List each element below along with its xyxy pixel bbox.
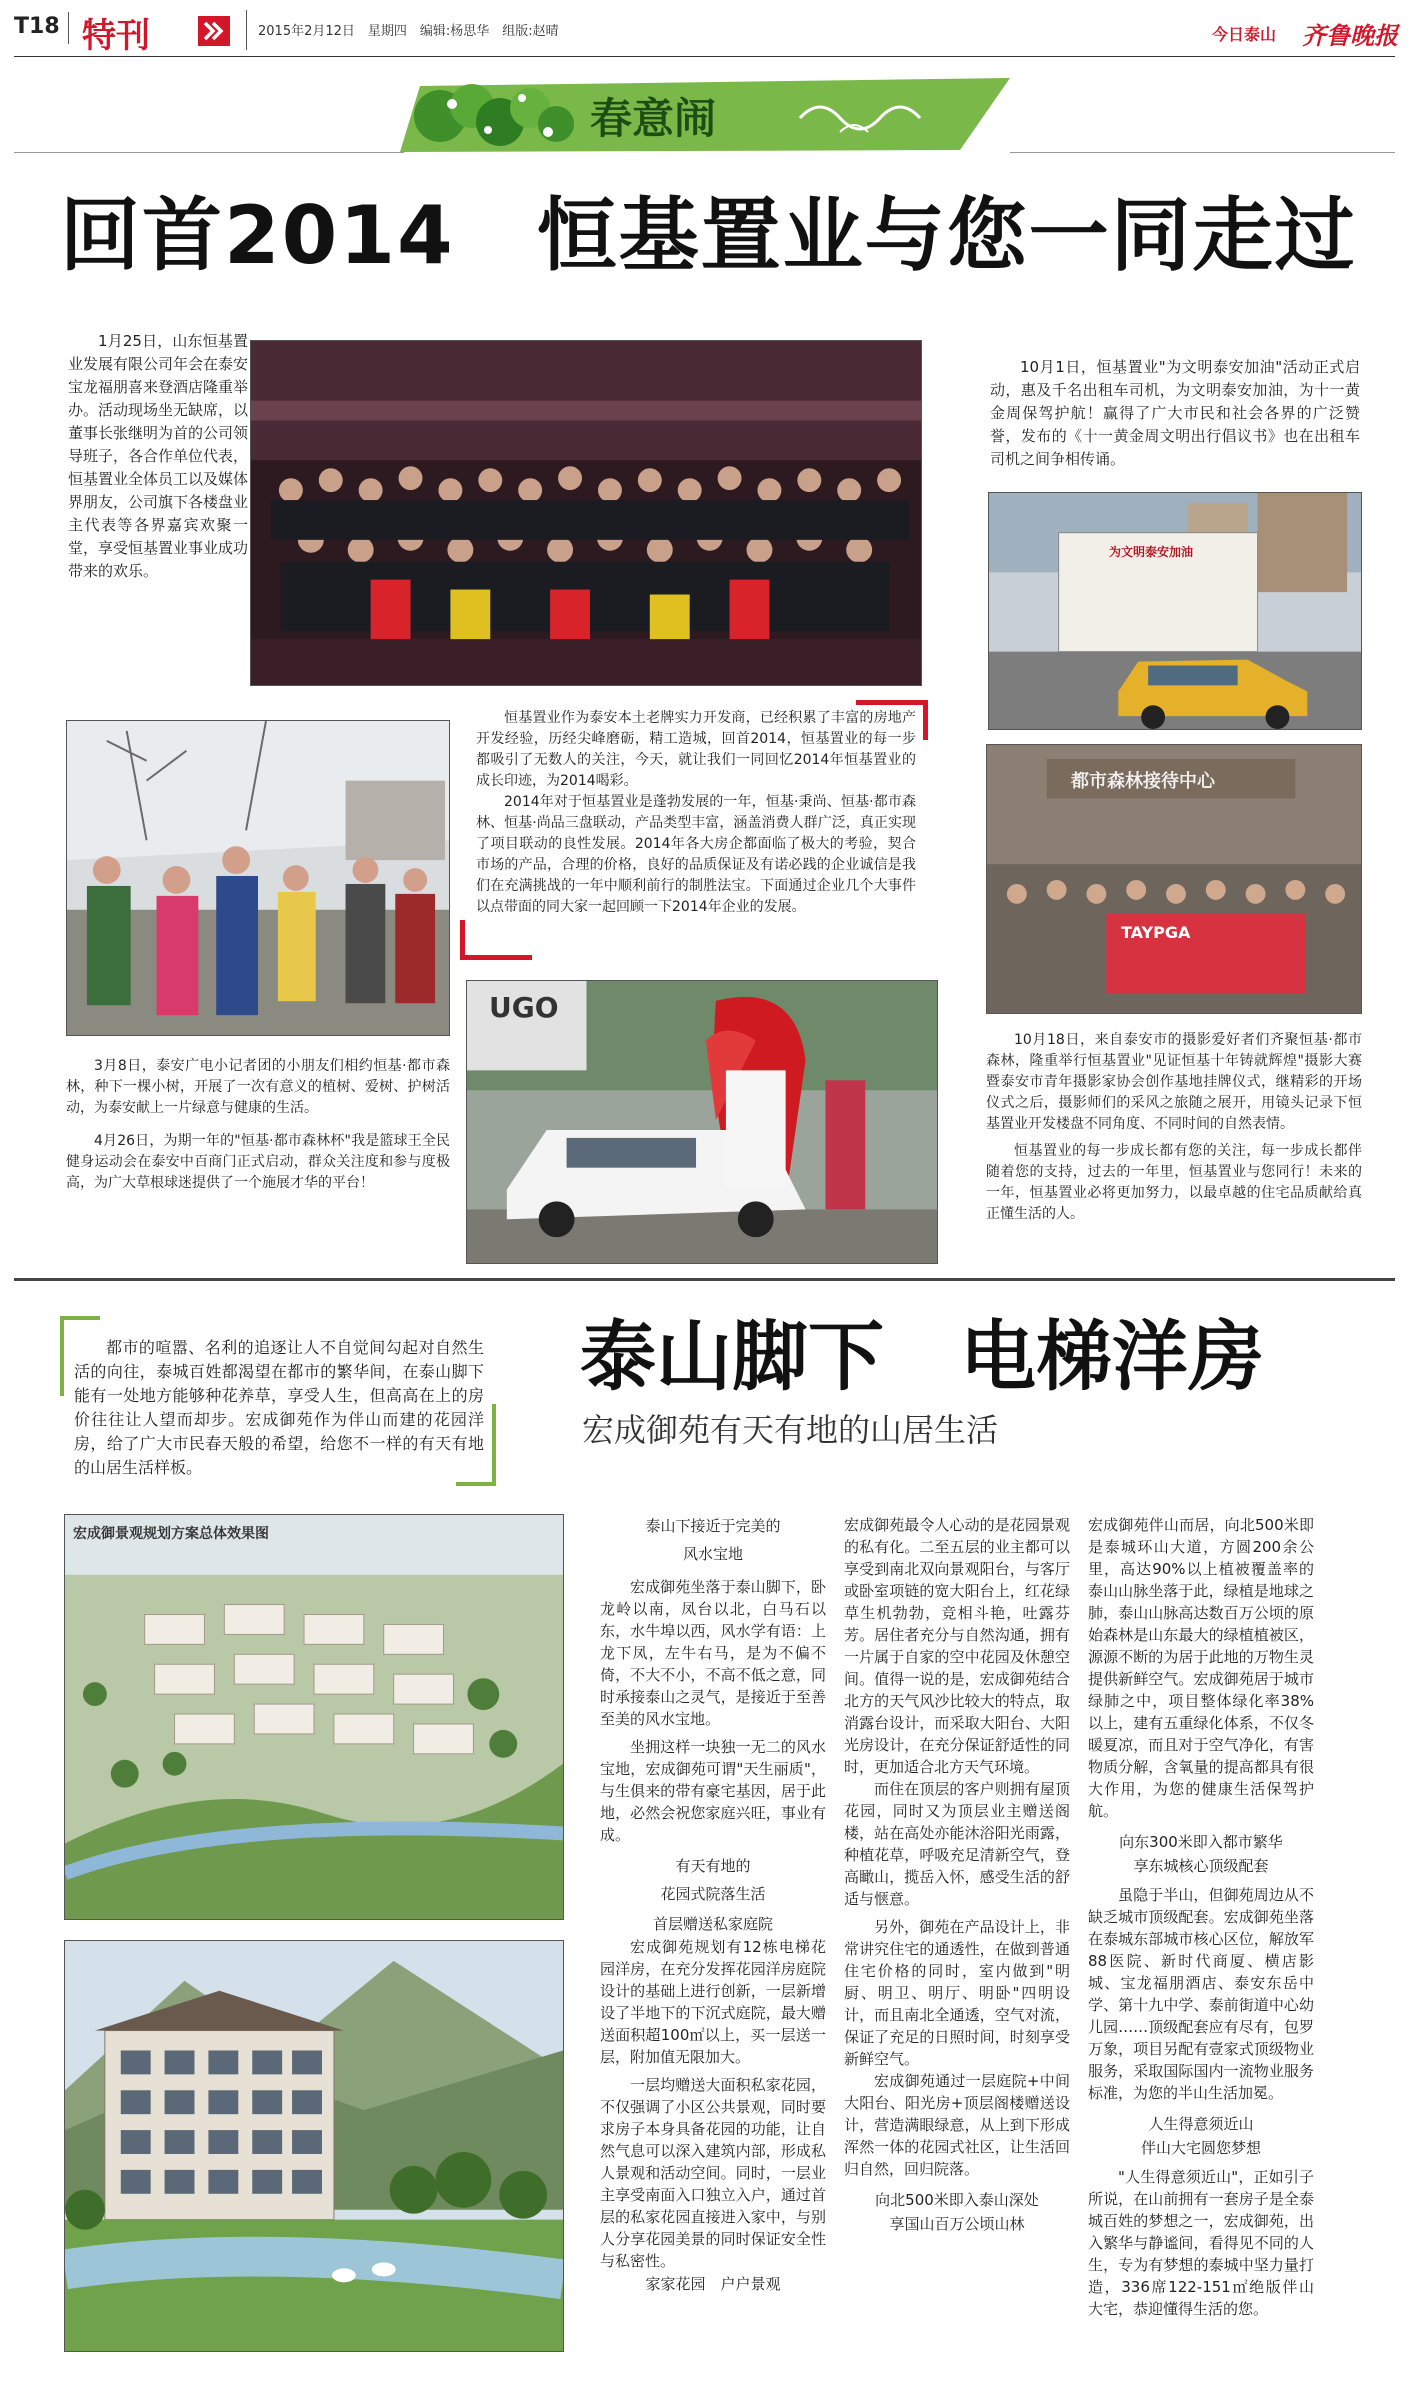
- section2-paragraph-1: 宏成御苑规划有12栋电梯花园洋房，在充分发挥花园洋房庭院设计的基础上进行创新，一层新增设了半地下的下沉式庭院，最大赠送面积超100㎡以上，买一层送一层，附加值无限加大。: [600, 1938, 826, 2066]
- building-render-image: [64, 1940, 564, 2352]
- article1-oct18-text: [986, 1030, 1362, 1225]
- section1-paragraph-1: 宏成御苑坐落于泰山脚下，卧龙岭以南，凤台以北，白马石以东，水牛埠以西，风水学有语：上龙下凤，左牛右马，是为不偏不倚，不大不小，不高不低之意，同时承接泰山之灵气，是接近于至善至美的风水宝地。: [600, 1578, 826, 1728]
- section1-paragraph-2: 坐拥这样一块独一无二的风水宝地，宏成御苑可谓"天生丽质"，与生俱来的带有豪宅基因，居于此地，必然会祝您家庭兴旺，事业有成。: [600, 1738, 826, 1844]
- article1-intro-box: [466, 708, 928, 960]
- aerial-render-image: [64, 1514, 564, 1920]
- section5-paragraph-1: "人生得意须近山"，正如引子所说，在山前拥有一套房子是全泰城百姓的梦想之一，宏成御苑，出入繁华与静谧间，看得见不同的人生，专为有梦想的泰城中坚力量打造，336席122-151㎡绝版伴山大宅，恭迎懂得生活的您。: [1088, 2168, 1314, 2318]
- car-ceremony-photo: [466, 980, 938, 1264]
- banner-rule-left: [14, 152, 404, 153]
- spring-banner: [400, 68, 1020, 158]
- apr-paragraph: 4月26日，为期一年的"恒基·都市森林杯"我是篮球王全民健身运动会在泰安中百商门正式启动，群众关注度和参与度极高，为广大草根球迷提供了一个施展才华的平台！: [66, 1133, 450, 1191]
- section2-subtitle-3: 家家花园 户户景观: [645, 2275, 781, 2293]
- article2-intro-paragraph: 都市的喧嚣、名利的追逐让人不自觉间勾起对自然生活的向往，泰城百姓都渴望在都市的繁华间，在泰山脚下能有一处地方能够种花养草，享受人生，但高高在上的房价往往让人望而却步。宏成御苑作为伴山而建的花园洋房，给了广大市民春天般的希望，给您不一样的有天有地的山居生活样板。: [74, 1338, 484, 1477]
- render-caption: 宏成御景观规划方案总体效果图: [73, 1526, 269, 1542]
- header-right-label: 今日泰山: [1212, 25, 1277, 44]
- article2-headline: 泰山脚下 电梯洋房: [580, 1312, 1264, 1401]
- reception-banner-text: TAYPGA: [1121, 923, 1191, 942]
- intro-text-block: [476, 708, 916, 918]
- intro-paragraph-2: 2014年对于恒基置业是蓬勃发展的一年，恒基·秉尚、恒基·都市森林、恒基·尚品三盘联动，产品类型丰富，涵盖消费人群广泛，真正实现了项目联动的良性发展。2014年各大房企都面临了极大的考验，契合市场的产品，合理的价格，良好的品质保证及有诺必践的企业诚信是我们在充满挑战的一年中顺利前行的制胜法宝。下面通过企业几个大事件以点带面的同大家一起回顾一下2014年企业的发展。: [476, 794, 916, 915]
- mar-paragraph: 3月8日，泰安广电小记者团的小朋友们相约恒基·都市森林，种下一棵小树，开展了一次有意义的植树、爱树、护树活动，为泰安献上一片绿意与健康的生活。: [66, 1058, 450, 1116]
- section-title: 特刊: [82, 16, 150, 56]
- section2-paragraph-4: 而住在顶层的客户则拥有屋顶花园，同时又为顶层业主赠送阁楼，站在高处亦能沐浴阳光雨露，种植花草，呼吸充足清新空气，登高瞰山，揽岳入怀，感受生活的舒适与惬意。: [844, 1780, 1070, 1908]
- intro-text: [74, 1336, 484, 1480]
- section3-paragraph-1: 宏成御苑伴山而居，向北500米即是泰城环山大道，方圆200余公里，高达90%以上植被覆盖率的泰山山脉坐落于此，绿植是地球之肺，泰山山脉高达数百万公顷的原始森林是山东最大的绿植植被区，源源不断的为居于此地的万物生灵提供新鲜空气。宏成御苑居于城市绿肺之中，项目整体绿化率38%以上，建有五重绿化体系，不仅冬暖夏凉，而且对于空气净化，有害物质分解，含氧量的提高都具有很大作用，为您的健康生活保驾护航。: [1088, 1516, 1314, 1820]
- page-number: T18: [14, 14, 60, 39]
- annual-meeting-photo: [250, 340, 922, 686]
- reception-sign-text: 都市森林接待中心: [1071, 771, 1215, 792]
- header-rule: [14, 56, 1395, 57]
- article2-column-2: [844, 1514, 1070, 2236]
- header-divider: [246, 10, 247, 50]
- section2-paragraph-5: 另外，御苑在产品设计上，非常讲究住宅的通透性，在做到普通住宅价格的同时，室内做到"明厨、明卫、明厅、明卧"四明设计，而且南北全通透，空气对流，保证了充足的日照时间，时刻享受新鲜空气。: [844, 1918, 1070, 2068]
- section5-subtitle: 伴山大宅圆您梦想: [1140, 2139, 1261, 2157]
- reception-center-photo: [986, 744, 1362, 1014]
- article1-headline: 回首2014 恒基置业与您一同走过: [60, 189, 1357, 282]
- banner-sign-text: 为文明泰安加油: [1109, 545, 1194, 559]
- section-separator: [14, 1278, 1395, 1281]
- section2-title: 有天有地的: [675, 1857, 751, 1875]
- section2-subtitle: 花园式院落生活: [660, 1885, 766, 1903]
- article2-subheadline: 宏成御苑有天有地的山居生活: [582, 1411, 999, 1449]
- article1-mar-apr-text: [66, 1056, 450, 1194]
- section3-subtitle: 享国山百万公顷山林: [889, 2215, 1025, 2233]
- section2-paragraph-3: 宏成御苑最令人心动的是花园景观的私有化。二至五层的业主都可以享受到南北双向景观阳台，与客厅或卧室项链的宽大阳台上，红花绿草生机勃勃，竞相斗艳，吐露芬芳。居住者充分与自然沟通，拥有一片属于自家的空中花园及休憩空间。值得一说的是，宏成御苑结合北方的天气风沙比较大的特点，取消露台设计，而采取大阳台、大阳光房设计，在充分保证舒适性的同时，更加适合北方天气环境。: [844, 1516, 1070, 1776]
- double-chevron-icon: [198, 16, 230, 46]
- section2-paragraph-2: 一层均赠送大面积私家花园，不仅强调了小区公共景观，同时要求房子本身具备花园的功能，让自然气息可以深入建筑内部，形成私人景观和活动空间。同时，一层业主享受南面入口独立入户，通过首层的私家花园直接进入家中，与别人分享花园美景的同时保证安全性与私密性。: [600, 2076, 826, 2270]
- banner-rule-right: [1010, 152, 1395, 153]
- section2-paragraph-6: 宏成御苑通过一层庭院+中间大阳台、阳光房+顶层阁楼赠送设计，营造满眼绿意，从上到下形成浑然一体的花园式社区，让生活回归自然，回归院落。: [844, 2072, 1070, 2178]
- store-sign-text: UGO: [489, 991, 559, 1024]
- paper-logo: 齐鲁晚报: [1302, 21, 1398, 50]
- section1-subtitle: 风水宝地: [682, 1545, 743, 1563]
- article2-column-3: [1088, 1514, 1314, 2320]
- article2-intro-box: [60, 1316, 496, 1486]
- tree-planting-photo: [66, 720, 450, 1036]
- article1-jan-text: [68, 330, 248, 583]
- oct1-paragraph: 10月1日，恒基置业"为文明泰安加油"活动正式启动，惠及千名出租车司机，为文明泰安加油，为十一黄金周保驾护航！赢得了广大市民和社会各界的广泛赞誉，发布的《十一黄金周文明出行倡议书》也在出租车司机之间争相传诵。: [990, 358, 1360, 468]
- banner-title: 春意闹: [590, 94, 717, 143]
- taxi-event-photo: [988, 492, 1362, 730]
- section-divider: [68, 12, 69, 44]
- intro-paragraph-1: 恒基置业作为泰安本土老牌实力开发商，已经积累了丰富的房地产开发经验，历经尖峰磨砺，精工造城，回首2014，恒基置业的每一步都吸引了无数人的关注，今天，就让我们一同回忆2014年恒基置业的成长印迹，为2014喝彩。: [476, 710, 916, 789]
- article1-oct1-text: [990, 356, 1360, 471]
- section3-title: 向北500米即入泰山深处: [875, 2191, 1039, 2209]
- section4-paragraph-1: 虽隐于半山，但御苑周边从不缺乏城市顶级配套。宏成御苑坐落在泰城东部城市核心区位，解放军88医院、新时代商厦、横店影城、宝龙福朋酒店、泰安东岳中学、第十九中学、泰前街道中心幼儿园……顶级配套应有尽有，包罗万象，项目另配有壹家式顶级物业服务，采取国际国内一流物业服务标准，为您的半山生活加冕。: [1088, 1886, 1314, 2102]
- issue-meta: 2015年2月12日 星期四 编辑:杨思华 组版:赵晴: [258, 24, 559, 39]
- section4-subtitle: 享东城核心顶级配套: [1133, 1857, 1269, 1875]
- section1-title: 泰山下接近于完美的: [645, 1517, 781, 1535]
- page-header: [0, 0, 1409, 62]
- article2-column-1: [600, 1514, 826, 2296]
- oct18-paragraph: 10月18日，来自泰安市的摄影爱好者们齐聚恒基·都市森林，隆重举行恒基置业"见证恒基十年铸就辉煌"摄影大赛暨泰安市青年摄影家协会创作基地挂牌仪式，继精彩的开场仪式之后，摄影师们的采风之旅随之展开，用镜头记录下恒基置业开发楼盘不同角度、不同时间的自然表情。: [986, 1032, 1362, 1132]
- section4-title: 向东300米即入都市繁华: [1119, 1833, 1283, 1851]
- jan-paragraph: 1月25日，山东恒基置业发展有限公司年会在泰安宝龙福朋喜来登酒店隆重举办。活动现场坐无缺席，以董事长张继明为首的公司领导班子，各合作单位代表，恒基置业全体员工以及媒体界朋友，公司旗下各楼盘业主代表等各界嘉宾欢聚一堂，享受恒基置业事业成功带来的欢乐。: [68, 332, 249, 580]
- corner-bracket-bottom: [460, 920, 532, 960]
- section2-subtitle-2: 首层赠送私家庭院: [652, 1915, 773, 1933]
- closing-paragraph: 恒基置业的每一步成长都有您的关注，每一步成长都伴随着您的支持，过去的一年里，恒基置业与您同行！未来的一年，恒基置业必将更加努力，以最卓越的住宅品质献给真正懂生活的人。: [986, 1143, 1362, 1222]
- section5-title: 人生得意须近山: [1148, 2115, 1254, 2133]
